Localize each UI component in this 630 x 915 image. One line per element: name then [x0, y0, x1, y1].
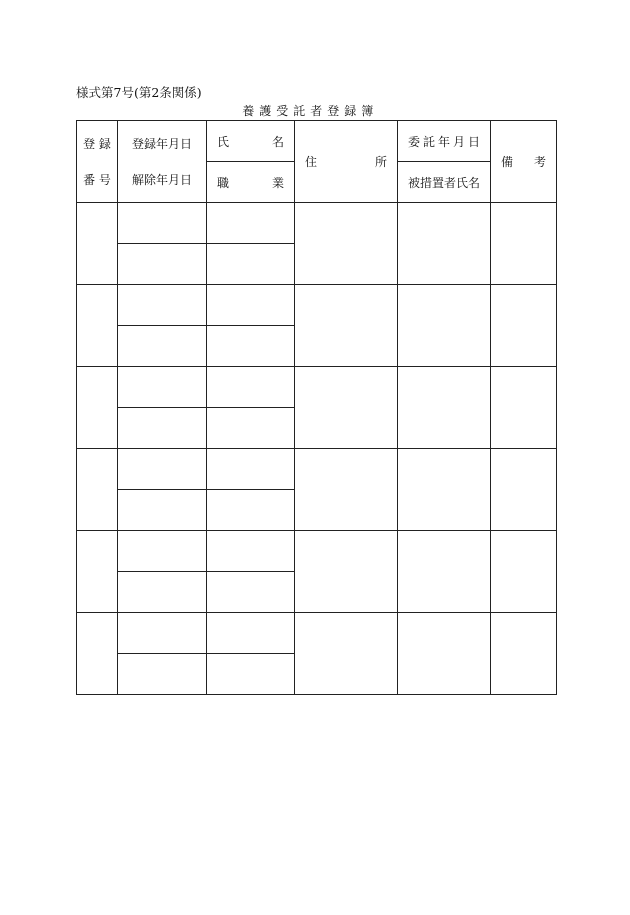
title-char: 簿: [361, 104, 374, 118]
cancellation-date-cell[interactable]: [118, 244, 207, 285]
header-reg-no-line1: 登 録: [83, 136, 111, 151]
header-entrust-date-text: 委託年月日: [408, 134, 480, 149]
title-char: 託: [293, 104, 306, 118]
occupation-cell[interactable]: [207, 654, 295, 695]
remarks-cell[interactable]: [491, 449, 557, 531]
registration-date-cell[interactable]: [118, 285, 207, 326]
header-child-name: [398, 162, 491, 203]
register-table: [76, 120, 557, 695]
address-cell[interactable]: [295, 531, 398, 613]
address-cell[interactable]: [295, 285, 398, 367]
address-cell[interactable]: [295, 613, 398, 695]
entrust-date-cell[interactable]: [398, 367, 491, 449]
remarks-cell[interactable]: [491, 613, 557, 695]
occupation-cell[interactable]: [207, 572, 295, 613]
occupation-cell[interactable]: [207, 490, 295, 531]
title-char: 登: [327, 104, 340, 118]
form-number-label: 様式第7号(第2条関係): [76, 85, 202, 100]
record-row: [77, 367, 557, 408]
header-name-b: 名: [271, 134, 284, 149]
title-char: 護: [259, 104, 272, 118]
registration-number-cell[interactable]: [77, 367, 118, 449]
cancellation-date-cell[interactable]: [118, 408, 207, 449]
address-cell[interactable]: [295, 203, 398, 285]
entrust-date-cell[interactable]: [398, 203, 491, 285]
remarks-cell[interactable]: [491, 285, 557, 367]
header-address-a: 住: [305, 155, 318, 169]
record-row: [77, 613, 557, 654]
header-registration-number: [77, 121, 118, 203]
entrust-date-cell[interactable]: [398, 449, 491, 531]
title-char: 受: [276, 104, 289, 118]
name-cell[interactable]: [207, 449, 295, 490]
occupation-cell[interactable]: [207, 326, 295, 367]
document-title: [240, 102, 376, 119]
header-reg-no-line2: 番 号: [83, 172, 111, 187]
record-row: [77, 203, 557, 244]
registration-number-cell[interactable]: [77, 449, 118, 531]
record-row: [77, 285, 557, 326]
occupation-cell[interactable]: [207, 244, 295, 285]
name-cell[interactable]: [207, 285, 295, 326]
occupation-cell[interactable]: [207, 408, 295, 449]
header-name: [207, 121, 295, 162]
registration-date-cell[interactable]: [118, 613, 207, 654]
remarks-cell[interactable]: [491, 203, 557, 285]
header-address-b: 所: [374, 155, 387, 169]
cancellation-date-cell[interactable]: [118, 326, 207, 367]
header-dates: [118, 121, 207, 203]
address-cell[interactable]: [295, 449, 398, 531]
registration-date-cell[interactable]: [118, 203, 207, 244]
name-cell[interactable]: [207, 531, 295, 572]
registration-number-cell[interactable]: [77, 531, 118, 613]
header-child-name-text: 被措置者氏名: [407, 175, 480, 190]
title-char: 者: [310, 104, 323, 118]
registration-date-cell[interactable]: [118, 531, 207, 572]
header-remarks: [491, 121, 557, 203]
name-cell[interactable]: [207, 203, 295, 244]
registration-date-cell[interactable]: [118, 367, 207, 408]
entrust-date-cell[interactable]: [398, 613, 491, 695]
record-row: [77, 449, 557, 490]
entrust-date-cell[interactable]: [398, 285, 491, 367]
header-remarks-b: 考: [533, 155, 546, 169]
header-entrust-date: [398, 121, 491, 162]
header-occupation-b: 業: [271, 175, 284, 190]
header-row: [77, 121, 557, 162]
cancellation-date-cell[interactable]: [118, 572, 207, 613]
header-occupation: [207, 162, 295, 203]
registration-number-cell[interactable]: [77, 203, 118, 285]
name-cell[interactable]: [207, 613, 295, 654]
header-remarks-a: 備: [501, 155, 514, 169]
remarks-cell[interactable]: [491, 367, 557, 449]
registration-number-cell[interactable]: [77, 285, 118, 367]
title-char: 養: [242, 104, 255, 118]
cancellation-date-cell[interactable]: [118, 654, 207, 695]
registration-number-cell[interactable]: [77, 613, 118, 695]
address-cell[interactable]: [295, 367, 398, 449]
remarks-cell[interactable]: [491, 531, 557, 613]
header-cancellation-date: 解除年月日: [131, 172, 192, 187]
header-name-a: 氏: [217, 134, 230, 149]
record-row: [77, 531, 557, 572]
header-registration-date: 登録年月日: [131, 136, 192, 151]
title-char: 録: [344, 104, 357, 118]
registration-date-cell[interactable]: [118, 449, 207, 490]
header-address: [295, 121, 398, 203]
entrust-date-cell[interactable]: [398, 531, 491, 613]
cancellation-date-cell[interactable]: [118, 490, 207, 531]
header-occupation-a: 職: [217, 175, 230, 190]
name-cell[interactable]: [207, 367, 295, 408]
